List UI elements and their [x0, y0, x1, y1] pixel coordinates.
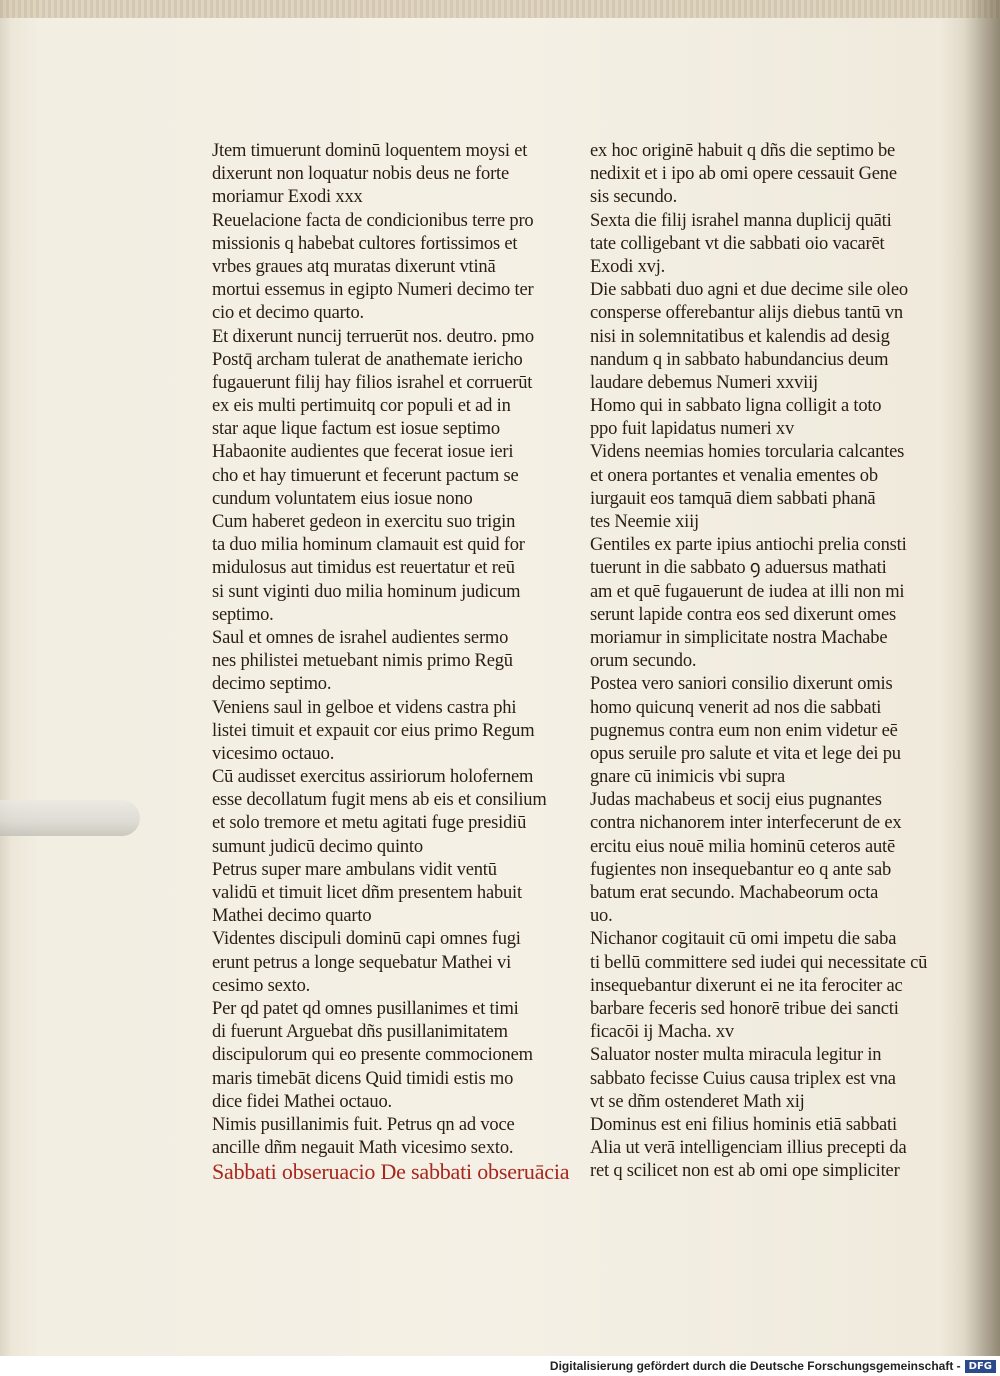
text-line: iurgauit eos tamquā diem sabbati phanā: [590, 488, 876, 509]
text-line: nandum q in sabbato habundancius deum: [590, 349, 889, 370]
text-line: septimo.: [212, 604, 274, 625]
rubric-heading: Sabbati obseruacio De sabbati obseruācia: [212, 1159, 570, 1185]
page-top-edge: [0, 0, 1000, 18]
text-line: Veniens saul in gelboe et videns castra phi: [212, 697, 517, 718]
text-line: di fuerunt Arguebat dñs pusillanimitatem: [212, 1022, 508, 1043]
bookmark-ribbon: [0, 800, 140, 836]
text-line: tes Neemie xiij: [590, 512, 699, 532]
text-line: fugauerunt filij hay filios israhel et corruerūt: [212, 372, 533, 393]
text-line: nisi in solemnitatibus et kalendis ad desig: [590, 326, 890, 347]
digitization-footer: [0, 1356, 1000, 1376]
text-line: Exodi xvj.: [590, 256, 666, 277]
text-line: homo quicunq venerit ad nos die sabbati: [590, 697, 882, 718]
text-line: Petrus super mare ambulans vidit ventū: [212, 859, 497, 880]
text-line: Saluator noster multa miracula legitur in: [590, 1045, 882, 1066]
text-line: vrbes graues atq muratas dixerunt vtinā: [212, 256, 496, 277]
text-line: ppo fuit lapidatus numeri xv: [590, 419, 795, 440]
text-line: sumunt judicū decimo quinto: [212, 836, 423, 857]
text-line: Reuelacione facta de condicionibus terre pro: [212, 210, 534, 231]
text-line: mortui essemus in egipto Numeri decimo ter: [212, 280, 534, 301]
text-line: cio et decimo quarto.: [212, 303, 364, 324]
text-line: consperse offerebantur alijs diebus tantū vn: [590, 303, 903, 324]
text-line: Alia ut verā intelligenciam illius precepti da: [590, 1138, 907, 1159]
text-line: barbare feceris sed honorē tribue dei sancti: [590, 998, 899, 1019]
text-line: dice fidei Mathei octauo.: [212, 1091, 392, 1112]
text-line: Die sabbati duo agni et due decime sile oleo: [590, 280, 908, 301]
text-line: cesimo sexto.: [212, 975, 311, 996]
text-line: ercitu eius nouē milia hominū ceteros autē: [590, 836, 895, 857]
text-line: uo.: [590, 906, 613, 927]
text-line: Videntes discipuli dominū capi omnes fugi: [212, 929, 521, 950]
text-line: discipulorum qui eo presente commocionem: [212, 1045, 533, 1066]
text-line: validū et timuit licet dñm presentem habuit: [212, 883, 522, 903]
text-line: pugnemus contra eum non enim videtur eē: [590, 720, 898, 741]
text-line: cho et hay timuerunt et fecerunt pactum se: [212, 465, 519, 486]
text-line: maris timebāt dicens Quid timidi estis mo: [212, 1068, 514, 1089]
text-line: cundum voluntatem eius iosue nono: [212, 488, 473, 509]
text-line: Gentiles ex parte ipius antiochi prelia consti: [590, 535, 907, 556]
text-line: Homo qui in sabbato ligna colligit a toto: [590, 396, 882, 417]
text-line: ancille dñm negauit Math vicesimo sexto.: [212, 1138, 514, 1159]
text-line: Postq̄ archam tulerat de anathemate iericho: [212, 349, 523, 370]
text-line: sabbato fecisse Cuius causa triplex est vna: [590, 1068, 896, 1089]
dfg-logo: DFG: [965, 1360, 996, 1373]
text-line: midulosus aut timidus est reuertatur et reū: [212, 558, 515, 579]
text-line: moriamur Exodi xxx: [212, 187, 363, 208]
text-line: Per qd patet qd omnes pusillanimes et timi: [212, 998, 519, 1019]
text-line: gnare cū inimicis vbi supra: [590, 767, 785, 788]
text-line: insequebantur dixerunt ei ne ita ferociter ac: [590, 975, 903, 996]
text-line: orum secundo.: [590, 651, 697, 672]
text-line: Et dixerunt nuncij terruerūt nos. deutro. pmo: [212, 326, 534, 347]
text-line: ex eis multi pertimuitq cor populi et ad in: [212, 396, 511, 417]
text-line: Judas machabeus et socij eius pugnantes: [590, 790, 882, 811]
text-line: Nimis pusillanimis fuit. Petrus qn ad voce: [212, 1114, 515, 1135]
text-line: Nichanor cogitauit cū omi impetu die saba: [590, 929, 897, 950]
text-line: Sexta die filij israhel manna duplicij quāti: [590, 210, 892, 231]
text-line: listei timuit et expauit cor eius primo Regum: [212, 720, 535, 741]
text-line: ret q scilicet non est ab omi ope simpliciter: [590, 1161, 900, 1182]
text-line: Saul et omnes de israhel audientes sermo: [212, 627, 509, 648]
text-line: Habaonite audientes que fecerat iosue ieri: [212, 442, 514, 463]
text-line: ti bellū committere sed iudei qui necessitate cū: [590, 952, 928, 973]
text-line: Postea vero saniori consilio dixerunt omis: [590, 674, 893, 695]
text-line: missionis q habebat cultores fortissimos et: [212, 233, 518, 254]
text-line: erunt petrus a longe sequebatur Mathei vi: [212, 952, 512, 973]
text-line: moriamur in simplicitate nostra Machabe: [590, 627, 888, 648]
text-line: et solo tremore et metu agitati fuge presidiū: [212, 813, 527, 834]
text-line: Cum haberet gedeon in exercitu suo trigin: [212, 512, 516, 532]
text-line: decimo septimo.: [212, 674, 332, 695]
text-line: vt se dñm ostenderet Math xij: [590, 1091, 805, 1112]
text-line: tuerunt in die sabbato ꝯ aduersus mathati: [590, 558, 887, 579]
text-line: esse decollatum fugit mens ab eis et consilium: [212, 790, 547, 811]
text-line: nedixit et i ipo ab omi opere cessauit Gene: [590, 164, 897, 185]
text-line: tate colligebant vt die sabbati oio vacarēt: [590, 233, 885, 254]
text-line: star aque lique factum est iosue septimo: [212, 419, 500, 440]
text-line: serunt lapide contra eos sed dixerunt omes: [590, 604, 897, 625]
text-line: si sunt viginti duo milia hominum judicum: [212, 581, 521, 602]
text-line: contra nichanorem inter interfecerunt de ex: [590, 813, 902, 834]
text-line: ficacōi ij Macha. xv: [590, 1022, 734, 1043]
text-line: opus seruile pro salute et vita et lege dei pu: [590, 743, 901, 764]
text-line: Jtem timuerunt dominū loquentem moysi et: [212, 141, 528, 161]
page-gutter-shadow: [964, 0, 1000, 1356]
footer-credit-text: Digitalisierung gefördert durch die Deutsche Forschungsgemeinschaft -: [549, 1359, 961, 1373]
text-line: et onera portantes et venalia ementes ob: [590, 465, 878, 486]
text-line: dixerunt non loquatur nobis deus ne forte: [212, 164, 509, 185]
text-line: ta duo milia hominum clamauit est quid for: [212, 535, 525, 556]
text-line: nes philistei metuebant nimis primo Regū: [212, 651, 513, 672]
left-text-column: [212, 140, 572, 1183]
text-line: Mathei decimo quarto: [212, 906, 372, 927]
text-line: sis secundo.: [590, 187, 678, 208]
text-line: am et quē fugauerunt de iudea at illi non mi: [590, 581, 905, 602]
right-text-column: [590, 140, 928, 1183]
text-line: Dominus est eni filius hominis etiā sabbati: [590, 1114, 897, 1135]
text-line: batum erat secundo. Machabeorum octa: [590, 883, 879, 903]
text-line: fugientes non insequebantur eo q ante sab: [590, 859, 892, 880]
text-line: vicesimo octauo.: [212, 743, 335, 764]
text-line: ex hoc originē habuit q dñs die septimo be: [590, 141, 896, 161]
text-line: Cū audisset exercitus assiriorum holofernem: [212, 767, 534, 788]
text-line: laudare debemus Numeri xxviij: [590, 372, 818, 393]
text-line: Videns neemias homies torcularia calcantes: [590, 442, 905, 463]
